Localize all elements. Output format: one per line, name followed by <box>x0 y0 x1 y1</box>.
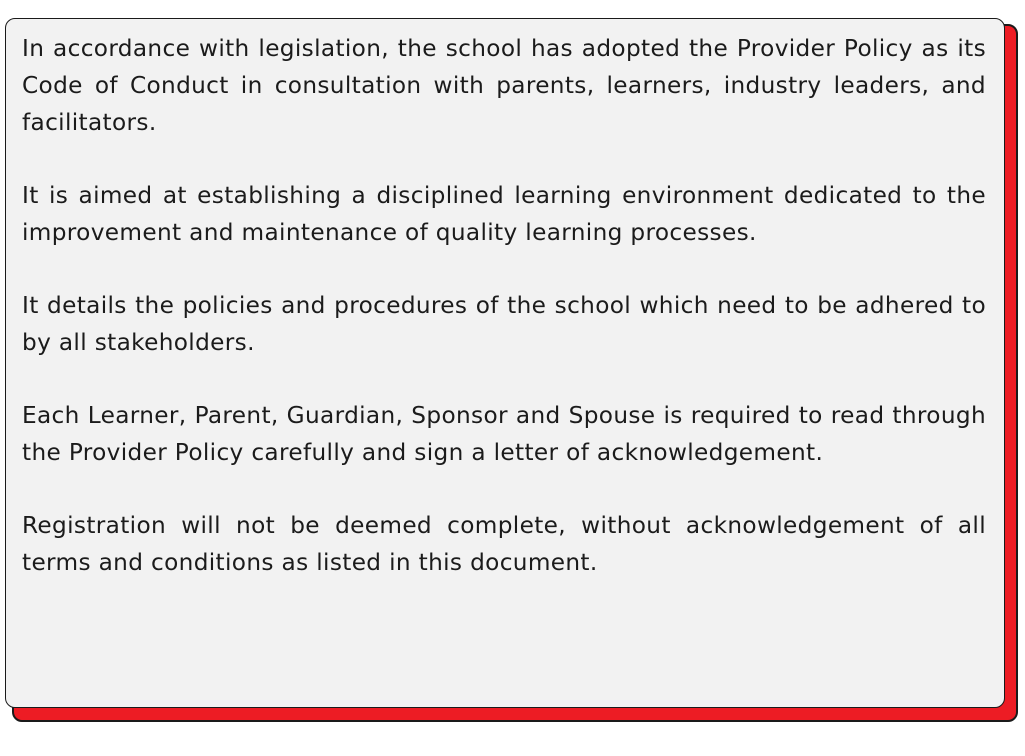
paragraph-legislation: In accordance with legislation, the school has adopted the Provider Policy as its Code of Conduct in consultation with parents, learners, industry leaders, and facilitators. <box>22 35 986 136</box>
paragraph-policies: It details the policies and procedures of the school which need to be adhered to by all stakeholders. <box>22 291 986 356</box>
paragraph-aim: It is aimed at establishing a disciplined learning environment dedicated to the improvement and maintenance of quality learning processes. <box>22 181 986 246</box>
paragraph-registration: Registration will not be deemed complete, without acknowledgement of all terms and conditions as listed in this document. <box>22 512 986 576</box>
policy-text-card <box>5 18 1005 708</box>
paragraph-acknowledgement: Each Learner, Parent, Guardian, Sponsor and Spouse is required to read through the Provider Policy carefully and sign a letter of acknowledgement. <box>22 402 986 466</box>
